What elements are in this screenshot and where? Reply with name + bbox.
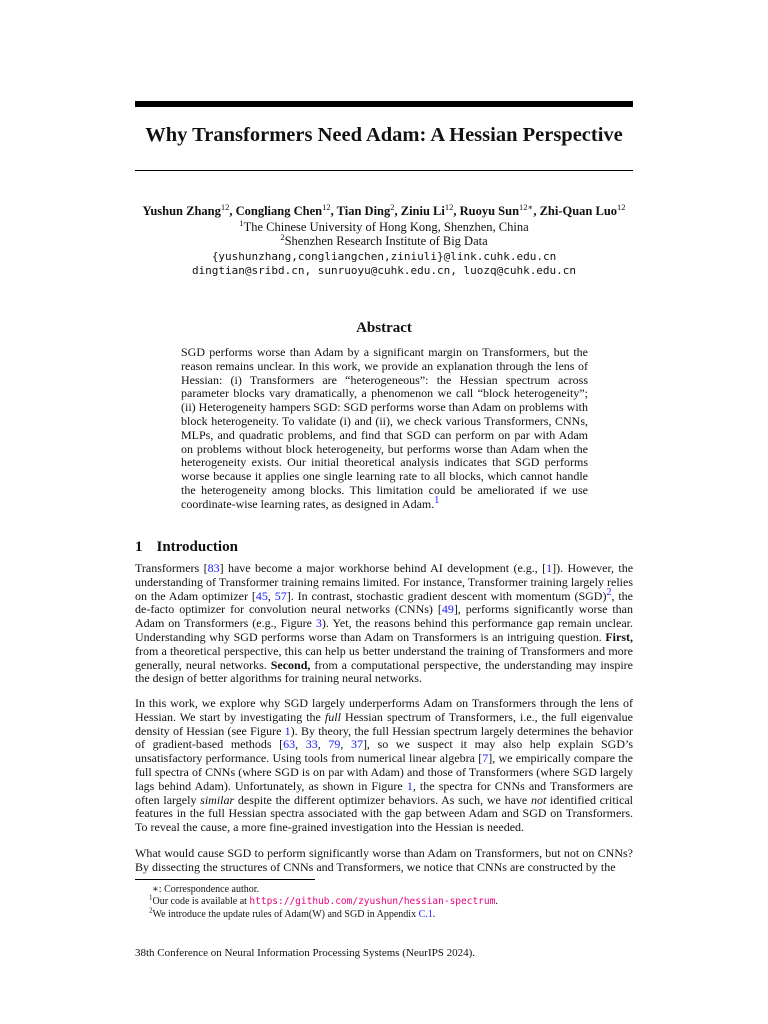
text-run: Hessian spectrum of Transformers, i.e., the full eigenvalue density of Hessian (see Figure: [135, 709, 634, 738]
paper-title: Why Transformers Need Adam: A Hessian Perspective: [145, 124, 623, 146]
text-run: ,: [317, 737, 329, 752]
text-run: from a computational perspective, the understanding may inspire the design of better algorithms for training neural networks.: [135, 657, 633, 686]
figure-ref-link[interactable]: 3: [315, 616, 322, 631]
author-affil-mark: 12: [444, 201, 454, 212]
footnote-2: [149, 906, 436, 921]
italic-run: similar: [200, 792, 235, 807]
text-run: In this work, we explore why SGD largely underperforms Adam on Transformers through the lens of Hessian. We start by investigating the: [135, 696, 633, 724]
figure-ref-link[interactable]: 1: [284, 723, 291, 738]
conference-note: 38th Conference on Neural Information Processing Systems (NeurIPS 2024).: [135, 947, 476, 959]
affiliation-mark: 2: [280, 231, 285, 242]
author-affil-mark: 12: [322, 201, 331, 212]
footnote-text: We introduce the update rules of Adam(W) and SGD in Appendix: [152, 909, 419, 920]
text-run: ). Yet, the reasons behind this performance gap remain unclear. Understanding why SGD performs worse than Adam on Transformers is an intriguing question.: [135, 616, 633, 644]
citation-link[interactable]: 1: [546, 561, 553, 575]
code-url-link[interactable]: https://github.com/zyushun/hessian-spectrum: [249, 896, 496, 907]
email-line-2: dingtian@sribd.cn, sunruoyu@cuhk.edu.cn, luozq@cuhk.edu.cn: [191, 264, 577, 277]
citation-link[interactable]: 79: [328, 737, 341, 752]
bold-run: Second,: [270, 657, 311, 672]
text-run: ], we empirically compare the full spectra of CNNs (where SGD is on par with Adam) and those of Transformers (where SGD largely lags behind Adam). Unfortunately, as shown in Figure: [135, 751, 633, 793]
author-list: Yushun Zhang$^{12}$, Congliang Chen$^{12}$, Tian Ding$^2$, Ziniu Li$^{12}$, Ruoyu Sun$^{12∗}$, Zhi-Quan Luo$^{12}$: [142, 201, 626, 218]
affiliation-1: [0, 217, 768, 235]
text-run: ,: [267, 588, 275, 603]
author-name: Zhi-Quan Luo: [539, 204, 618, 218]
text-run: ,: [340, 737, 351, 752]
citation-link[interactable]: 49: [441, 602, 454, 617]
author-affil-mark: 12: [220, 201, 230, 212]
author-name: Congliang Chen: [235, 204, 323, 218]
footnote-rule: [135, 879, 315, 880]
email-line-1: {yushunzhang,congliangchen,ziniuli}@link.cuhk.edu.cn: [211, 250, 557, 263]
figure-ref-link[interactable]: 1: [406, 778, 413, 793]
text-run: , the de-facto optimizer for convolution neural networks (CNNs) [: [135, 588, 634, 617]
footnote-ref[interactable]: 2: [606, 586, 612, 598]
affiliation-2: [0, 231, 768, 249]
author-name: Yushun Zhang: [142, 204, 221, 218]
author-affil-mark: 2: [390, 201, 395, 212]
affiliation-text: Shenzhen Research Institute of Big Data: [284, 234, 488, 248]
section-heading: [135, 539, 238, 556]
text-run: identified critical features in the full Hessian spectra associated with the gap between Adam and SGD on Transformers. To reveal the cause, a more fine-grained investigation into the Hessian is needed.: [135, 792, 633, 835]
text-run: despite the different optimizer behaviors. As such, we have: [234, 792, 531, 807]
citation-link[interactable]: 83: [207, 561, 220, 575]
author-name: Ruoyu Sun: [459, 204, 520, 218]
footnote-ref[interactable]: 1: [434, 494, 440, 506]
footnote-star: [152, 884, 259, 896]
text-run: ,: [295, 737, 306, 752]
footnote-1: [149, 893, 498, 908]
citation-link[interactable]: 45: [255, 588, 268, 603]
italic-run: not: [530, 792, 547, 807]
citation-link[interactable]: 33: [305, 737, 318, 752]
text-run: ). By theory, the full Hessian spectrum largely determines the behavior of gradient-based methods [: [135, 723, 633, 752]
appendix-ref-link[interactable]: C.1: [418, 909, 433, 920]
abstract-body: [181, 346, 588, 512]
author-affil-mark: 12: [617, 201, 626, 212]
affiliation-mark: 1: [239, 217, 244, 228]
bold-run: First,: [605, 629, 633, 644]
citation-link[interactable]: 63: [283, 737, 296, 752]
author-name: Tian Ding: [336, 204, 391, 218]
abstract-text: SGD performs worse than Adam by a significant margin on Transformers, but the reason remains unclear. In this work, we provide an explanation through the lens of Hessian: (i) Transformers are “heterogeneous”: the Hessian spectrum across parameter blocks vary dramatically, a phenomenon we call “block heterogeneity”; (ii) Heterogeneity hampers SGD: SGD performs worse than Adam on problems with block heterogeneity. To validate (i) and (ii), we check various Transformers, CNNs, MLPs, and quadratic problems, and find that SGD can perform on par with Adam on problems without block heterogeneity, but performs worse than Adam when the heterogeneity exists. Our initial theoretical analysis indicates that SGD performs worse because it applies one single learning rate to all blocks, which cannot handle the heterogeneity among blocks. This limitation could be ameliorated if we use coordinate-wise learning rates, as designed in Adam.: [181, 345, 588, 511]
section-title: Introduction: [156, 539, 238, 555]
author-affil-mark: 12∗: [519, 201, 534, 212]
text-run: ]). However, the understanding of Transformer training remains limited. For instance, Transformer training largely relies on the Adam optimizer [: [135, 561, 634, 603]
intro-paragraph-1: [135, 562, 633, 686]
text-run: ], performs significantly worse than Adam on Transformers (e.g., Figure: [135, 602, 633, 631]
footnote-mark: 2: [149, 906, 153, 915]
text-run: ] have become a major workhorse behind AI development (e.g., [: [219, 561, 547, 575]
citation-link[interactable]: 37: [350, 737, 363, 752]
text-run: ]. In contrast, stochastic gradient descent with momentum (SGD): [286, 588, 607, 603]
footnote-text: Our code is available at: [152, 896, 250, 907]
title-top-rule: [135, 101, 633, 107]
citation-link[interactable]: 57: [274, 588, 287, 603]
text-run: , the spectra for CNNs and Transformers are often largely: [135, 778, 633, 807]
footnote-mark: 1: [149, 893, 153, 902]
affiliation-text: The Chinese University of Hong Kong, Shenzhen, China: [243, 220, 529, 234]
author-name: Ziniu Li: [400, 204, 445, 218]
text-run: from a theoretical perspective, this can help us better understand the training of Transformers and more generally, neural networks.: [135, 643, 633, 672]
abstract-heading: Abstract: [356, 320, 412, 336]
italic-run: full: [324, 709, 341, 724]
text-run: ], so we suspect it may also help explain SGD’s unsatisfactory performance. Using tools from numerical linear algebra [: [135, 737, 634, 766]
footnote-text: .: [432, 909, 436, 920]
footnote-text: : Correspondence author.: [158, 884, 260, 895]
title-bottom-rule: [135, 170, 633, 171]
intro-paragraph-2: [135, 697, 633, 835]
footnote-text: .: [495, 896, 498, 907]
footnote-mark: ∗: [152, 884, 159, 895]
citation-link[interactable]: 7: [482, 751, 489, 766]
section-number: 1: [135, 539, 143, 555]
intro-paragraph-3: What would cause SGD to perform significantly worse than Adam on Transformers, but not on CNNs? By dissecting the structures of CNNs and Transformers, we notice that CNNs are constructed by the: [135, 846, 633, 874]
text-run: Transformers [: [135, 561, 208, 575]
